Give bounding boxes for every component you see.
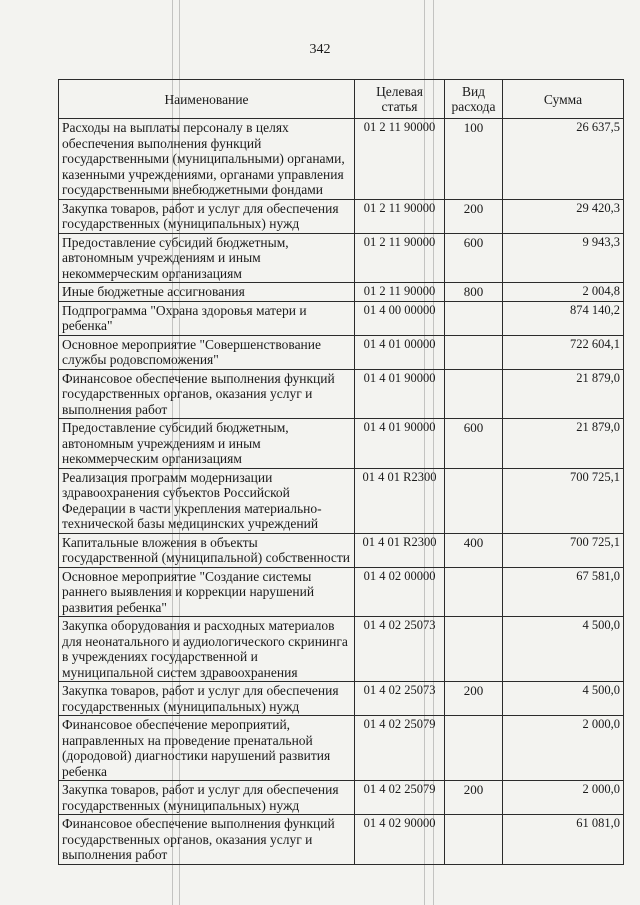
table-row bbox=[59, 617, 624, 682]
header-sum: Сумма bbox=[503, 80, 624, 119]
row-sum: 4 500,0 bbox=[503, 617, 624, 682]
row-expense-kind: 200 bbox=[445, 199, 503, 233]
row-expense-kind: 800 bbox=[445, 283, 503, 302]
row-name: Финансовое обеспечение выполнения функций государственных органов, оказания услуг и выполнения работ bbox=[59, 815, 355, 865]
row-name: Закупка товаров, работ и услуг для обеспечения государственных (муниципальных) нужд bbox=[59, 682, 355, 716]
table-row bbox=[59, 781, 624, 815]
table-row bbox=[59, 815, 624, 865]
table-row bbox=[59, 468, 624, 533]
row-sum: 874 140,2 bbox=[503, 301, 624, 335]
header-name: Наименование bbox=[59, 80, 355, 119]
row-target-article: 01 4 02 90000 bbox=[355, 815, 445, 865]
row-sum: 21 879,0 bbox=[503, 369, 624, 419]
row-target-article: 01 4 01 90000 bbox=[355, 369, 445, 419]
header-code: Целевая статья bbox=[355, 80, 445, 119]
row-target-article: 01 2 11 90000 bbox=[355, 199, 445, 233]
row-sum: 2 000,0 bbox=[503, 781, 624, 815]
row-target-article: 01 2 11 90000 bbox=[355, 233, 445, 283]
row-expense-kind bbox=[445, 617, 503, 682]
row-expense-kind bbox=[445, 815, 503, 865]
row-target-article: 01 4 02 00000 bbox=[355, 567, 445, 617]
page-number: 342 bbox=[309, 42, 331, 57]
table-row bbox=[59, 301, 624, 335]
row-name: Основное мероприятие "Создание системы раннего выявления и коррекции нарушений развития ребенка" bbox=[59, 567, 355, 617]
table-body bbox=[59, 119, 624, 865]
row-target-article: 01 4 00 00000 bbox=[355, 301, 445, 335]
table-row bbox=[59, 567, 624, 617]
table-row bbox=[59, 369, 624, 419]
row-sum: 21 879,0 bbox=[503, 419, 624, 469]
row-name: Предоставление субсидий бюджетным, автономным учреждениям и иным некоммерческим организациям bbox=[59, 233, 355, 283]
row-expense-kind bbox=[445, 716, 503, 781]
row-expense-kind bbox=[445, 301, 503, 335]
table-row bbox=[59, 335, 624, 369]
row-name: Реализация программ модернизации здравоохранения субъектов Российской Федерации в части укрепления материально-технической базы медицинских учреждений bbox=[59, 468, 355, 533]
row-name: Предоставление субсидий бюджетным, автономным учреждениям и иным некоммерческим организациям bbox=[59, 419, 355, 469]
row-name: Подпрограмма "Охрана здоровья матери и ребенка" bbox=[59, 301, 355, 335]
table-row bbox=[59, 533, 624, 567]
row-sum: 700 725,1 bbox=[503, 468, 624, 533]
row-name: Закупка товаров, работ и услуг для обеспечения государственных (муниципальных) нужд bbox=[59, 199, 355, 233]
row-expense-kind: 200 bbox=[445, 781, 503, 815]
row-expense-kind: 600 bbox=[445, 419, 503, 469]
row-target-article: 01 2 11 90000 bbox=[355, 119, 445, 200]
row-sum: 2 000,0 bbox=[503, 716, 624, 781]
row-expense-kind: 200 bbox=[445, 682, 503, 716]
row-target-article: 01 4 01 00000 bbox=[355, 335, 445, 369]
row-target-article: 01 4 02 25073 bbox=[355, 682, 445, 716]
row-target-article: 01 2 11 90000 bbox=[355, 283, 445, 302]
row-name: Закупка оборудования и расходных материалов для неонатального и аудиологического скрининга в учреждениях государственной и муниципальной систем здравоохранения bbox=[59, 617, 355, 682]
table-row bbox=[59, 283, 624, 302]
row-sum: 61 081,0 bbox=[503, 815, 624, 865]
row-name: Закупка товаров, работ и услуг для обеспечения государственных (муниципальных) нужд bbox=[59, 781, 355, 815]
row-sum: 67 581,0 bbox=[503, 567, 624, 617]
row-target-article: 01 4 02 25073 bbox=[355, 617, 445, 682]
table-row bbox=[59, 716, 624, 781]
row-expense-kind bbox=[445, 369, 503, 419]
header-kind: Вид расхода bbox=[445, 80, 503, 119]
row-name: Капитальные вложения в объекты государственной (муниципальной) собственности bbox=[59, 533, 355, 567]
row-target-article: 01 4 01 R2300 bbox=[355, 533, 445, 567]
row-expense-kind bbox=[445, 567, 503, 617]
row-sum: 29 420,3 bbox=[503, 199, 624, 233]
row-target-article: 01 4 01 90000 bbox=[355, 419, 445, 469]
row-expense-kind bbox=[445, 335, 503, 369]
row-expense-kind: 400 bbox=[445, 533, 503, 567]
row-sum: 4 500,0 bbox=[503, 682, 624, 716]
table-row bbox=[59, 199, 624, 233]
table-row bbox=[59, 682, 624, 716]
row-name: Финансовое обеспечение мероприятий, направленных на проведение пренатальной (дородовой) диагностики нарушений развития ребенка bbox=[59, 716, 355, 781]
row-name: Финансовое обеспечение выполнения функций государственных органов, оказания услуг и выполнения работ bbox=[59, 369, 355, 419]
row-expense-kind bbox=[445, 468, 503, 533]
row-sum: 700 725,1 bbox=[503, 533, 624, 567]
row-expense-kind: 600 bbox=[445, 233, 503, 283]
row-target-article: 01 4 01 R2300 bbox=[355, 468, 445, 533]
table-row bbox=[59, 419, 624, 469]
row-sum: 722 604,1 bbox=[503, 335, 624, 369]
row-expense-kind: 100 bbox=[445, 119, 503, 200]
row-name: Расходы на выплаты персоналу в целях обеспечения выполнения функций государственными (муниципальными) органами, казенными учреждениями, органами управления государственными внебюджетными фондами bbox=[59, 119, 355, 200]
row-sum: 26 637,5 bbox=[503, 119, 624, 200]
table-row bbox=[59, 233, 624, 283]
row-target-article: 01 4 02 25079 bbox=[355, 781, 445, 815]
row-name: Основное мероприятие "Совершенствование службы родовспоможения" bbox=[59, 335, 355, 369]
row-name: Иные бюджетные ассигнования bbox=[59, 283, 355, 302]
row-target-article: 01 4 02 25079 bbox=[355, 716, 445, 781]
table-row bbox=[59, 119, 624, 200]
table-header-row bbox=[59, 80, 624, 119]
row-sum: 9 943,3 bbox=[503, 233, 624, 283]
budget-table bbox=[58, 79, 624, 865]
row-sum: 2 004,8 bbox=[503, 283, 624, 302]
